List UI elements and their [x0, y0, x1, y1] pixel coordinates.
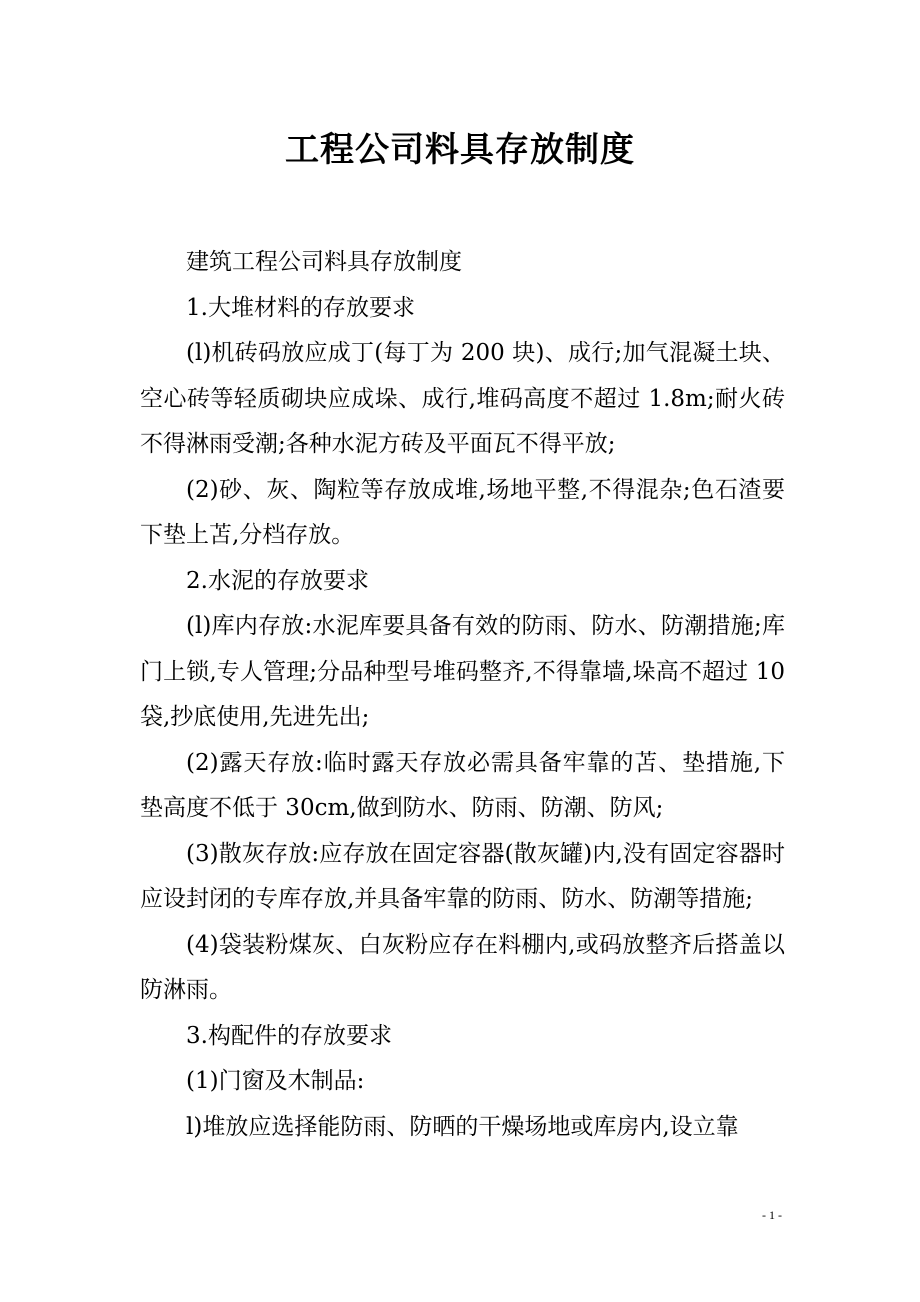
section-heading-bulk-materials: 1.大堆材料的存放要求 [186, 294, 415, 321]
paragraph: (l)库内存放:水泥库要具备有效的防雨、防水、防潮措施;库门上锁,专人管理;分品种型号堆码整齐,不得靠墙,垛高不超过 10 袋,抄底使用,先进先出; [140, 613, 785, 730]
paragraph: (l)机砖码放应成丁(每丁为 200 块)、成行;加气混凝土块、空心砖等轻质砌块应成垛、成行,堆码高度不超过 1.8m;耐火砖不得淋雨受潮;各种水泥方砖及平面瓦不得平放; [140, 340, 785, 457]
section-heading-cement: 2.水泥的存放要求 [186, 567, 369, 594]
paragraph: (1)门窗及木制品: [186, 1068, 365, 1094]
section-heading-components: 3.构配件的存放要求 [186, 1022, 392, 1049]
page-number: - 1 - [762, 1208, 782, 1222]
document-body [140, 240, 785, 1150]
paragraph: l)堆放应选择能防雨、防晒的干燥场地或库房内,设立靠 [186, 1113, 739, 1140]
paragraph: (4)袋装粉煤灰、白灰粉应存在料棚内,或码放整齐后搭盖以防淋雨。 [140, 931, 785, 1003]
paragraph: (2)露天存放:临时露天存放必需具备牢靠的苫、垫措施,下垫高度不低于 30cm,做到防水、防雨、防潮、防风; [140, 749, 785, 821]
paragraph-subtitle: 建筑工程公司料具存放制度 [186, 249, 462, 275]
paragraph: (3)散灰存放:应存放在固定容器(散灰罐)内,没有固定容器时应设封闭的专库存放,并具备牢靠的防雨、防水、防潮等措施; [140, 840, 785, 912]
document-title: 工程公司料具存放制度 [285, 130, 635, 170]
paragraph: (2)砂、灰、陶粒等存放成堆,场地平整,不得混杂;色石渣要下垫上苫,分档存放。 [140, 476, 785, 548]
